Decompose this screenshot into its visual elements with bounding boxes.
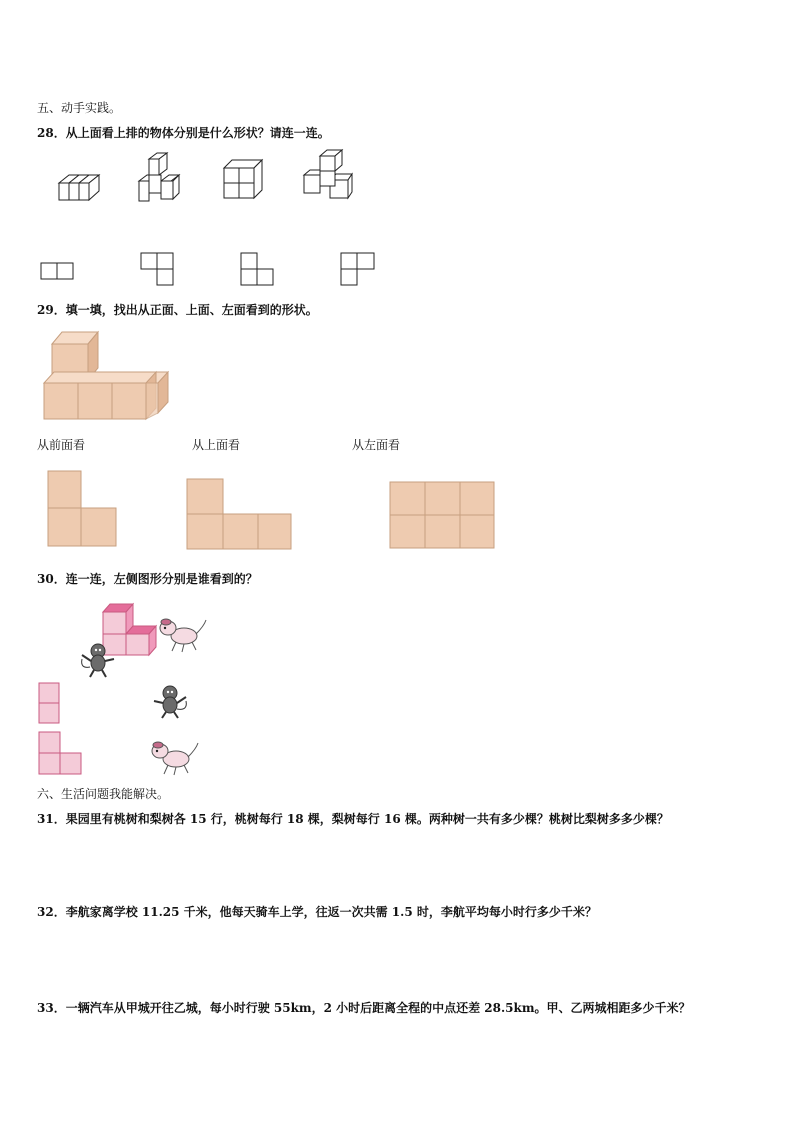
q28-topview-c <box>240 252 276 288</box>
q30-view-a <box>38 682 62 726</box>
q28-object-4 <box>300 150 355 205</box>
section-six-title: 六、生活问题我能解决。 <box>37 787 170 801</box>
q28-topview-d <box>340 252 378 288</box>
q29-cube-stack <box>40 328 175 423</box>
q29-front-view <box>47 470 119 550</box>
top-view-label: 从上面看 <box>192 438 241 452</box>
q29-left-view <box>389 481 497 551</box>
left-view-label: 从左面看 <box>352 438 401 452</box>
question-28-text: 28．从上面看上排的物体分别是什么形状？请连一连。 <box>37 126 330 140</box>
question-29-text: 29．填一填，找出从正面、上面、左面看到的形状。 <box>37 303 318 317</box>
q29-top-view <box>186 478 294 552</box>
question-32-text: 32．李航家离学校 11.25 千米，他每天骑车上学，往返一次共需 1.5 时，李航平均每小时行多少千米？ <box>37 905 597 919</box>
q30-view-b <box>38 731 84 777</box>
dog-icon <box>150 737 202 777</box>
q28-topview-b <box>140 252 176 288</box>
q28-object-2 <box>135 155 190 207</box>
monkey-icon <box>150 683 190 719</box>
front-view-label: 从前面看 <box>37 438 86 452</box>
question-33-text: 33．一辆汽车从甲城开往乙城，每小时行驶 55km，2 小时后距离全程的中点还差 28.5km。甲、乙两城相距多少千米？ <box>37 1001 691 1015</box>
dog-icon <box>158 614 210 654</box>
section-five-title: 五、动手实践。 <box>37 101 122 115</box>
q28-object-3 <box>220 160 270 205</box>
question-31-text: 31．果园里有桃树和梨树各 15 行，桃树每行 18 棵，梨树每行 16 棵。两种树一共有多少棵？桃树比梨树多多少棵？ <box>37 812 669 826</box>
monkey-icon <box>78 641 118 679</box>
q28-object-1 <box>55 165 105 203</box>
q28-topview-a <box>40 262 76 282</box>
question-30-text: 30．连一连，左侧图形分别是谁看到的？ <box>37 572 258 586</box>
